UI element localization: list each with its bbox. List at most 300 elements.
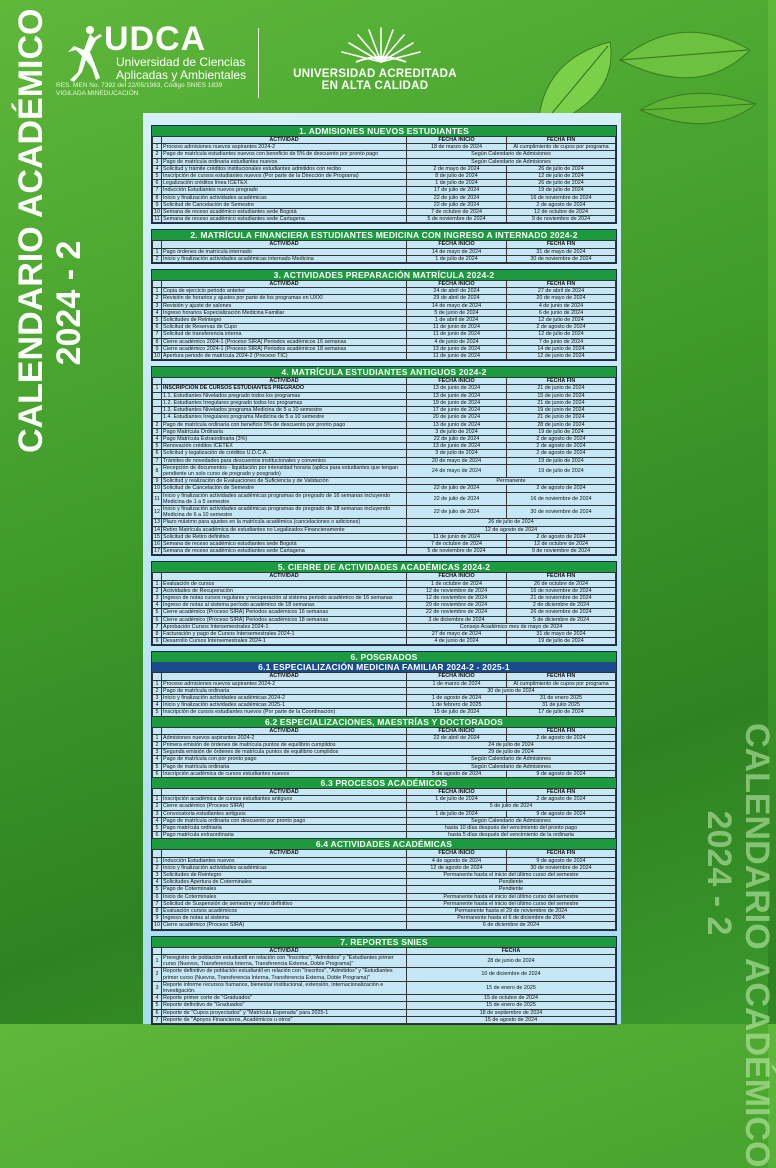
row-start-date: 11 de junio de 2024	[407, 533, 507, 540]
table-row	[153, 201, 616, 208]
row-number: 4	[153, 435, 162, 442]
row-activity: Solicitud de transferencia interna	[162, 331, 407, 338]
row-activity: Reporte informe recursos humanos, bienestar institucional, extensión, internacionalización e investigación.	[162, 981, 407, 994]
row-date: 6 de diciembre de 2024	[407, 922, 616, 929]
row-activity: Ingreso horarios Especialización Medicina Familiar	[162, 309, 407, 316]
row-number: 2	[153, 255, 162, 262]
row-number: 7	[153, 1016, 162, 1023]
row-activity: Inscripción académica de cursos estudiantes nuevos	[162, 770, 407, 777]
row-activity: Ingreso de notas al sistema período académico de 18 semanas	[162, 602, 407, 609]
table-row	[153, 810, 616, 817]
row-date: 12 de agosto de 2024	[407, 526, 616, 533]
row-number: 1	[153, 954, 162, 967]
row-start-date: 29 de abril de 2024	[407, 295, 507, 302]
row-end-date: 30 de noviembre de 2024	[507, 255, 616, 262]
row-start-date: 19 de junio de 2024	[407, 399, 507, 406]
table-row	[153, 893, 616, 900]
header-num	[153, 281, 162, 288]
row-start-date: 22 de julio de 2024	[407, 435, 507, 442]
header-start: FECHA INICIO	[407, 789, 507, 796]
row-number: 6	[153, 832, 162, 839]
row-activity: Retiro Matrícula académica de estudiantes no Legalizados Financieramente	[162, 526, 407, 533]
section-title: 5. CIERRE DE ACTIVIDADES ACADÉMICAS 2024-2	[152, 562, 616, 572]
table-row	[153, 353, 616, 360]
row-end-date: 19 de julio de 2024	[507, 428, 616, 435]
row-end-date: 19 de julio de 2024	[507, 464, 616, 477]
row-activity: Pago matrícula ordinaria	[162, 825, 407, 832]
table-row	[153, 302, 616, 309]
header-num	[153, 378, 162, 385]
row-activity: Segunda emisión de órdenes de matrícula puntos de equilibrio cumplidos	[162, 749, 407, 756]
row-end-date: 21 de junio de 2024	[507, 414, 616, 421]
row-number: 4	[153, 165, 162, 172]
row-start-date: 13 de junio de 2024	[407, 385, 507, 392]
row-date: Permanente	[407, 478, 616, 485]
table-header-row	[153, 281, 616, 288]
section-title: 6. POSGRADOS	[152, 652, 616, 662]
table-row	[153, 832, 616, 839]
row-end-date: 12 de junio de 2024	[507, 353, 616, 360]
table-row	[153, 392, 616, 399]
row-start-date: 4 de junio de 2024	[407, 638, 507, 645]
row-activity: Pago de matrícula ordinaria con beneficio 5% de descuento por pronto pago	[162, 421, 407, 428]
row-number: 4	[153, 602, 162, 609]
row-activity: Inicio de Coterminales	[162, 893, 407, 900]
row-number: 3	[153, 594, 162, 601]
row-number: 5	[153, 825, 162, 832]
row-date: Pendiente	[407, 879, 616, 886]
header-start: FECHA INICIO	[407, 281, 507, 288]
table-header-row	[153, 241, 616, 248]
header-num	[153, 241, 162, 248]
row-date: Según Calendario de Admisiones	[407, 151, 616, 158]
table-row	[153, 742, 616, 749]
table-row	[153, 385, 616, 392]
row-start-date: 7 de octubre de 2024	[407, 209, 507, 216]
row-date: 10 de diciembre de 2024	[407, 968, 616, 981]
row-activity: Solicitud y realización de Evaluaciones de Suficiencia y de Validación	[162, 478, 407, 485]
row-activity: Inicio y finalización actividades académicas 2025-1	[162, 702, 407, 709]
table-row	[153, 587, 616, 594]
row-date: 28 de junio de 2024	[407, 954, 616, 967]
table-row	[153, 623, 616, 630]
row-number: 6	[153, 450, 162, 457]
header-end: FECHA FIN	[507, 137, 616, 144]
row-start-date: 3 de julio de 2024	[407, 450, 507, 457]
header-end: FECHA FIN	[507, 850, 616, 857]
row-activity: Cierre académico 2024-1 (Proceso SIRA) Periodos académicos 16 semanas	[162, 338, 407, 345]
table-header-row	[153, 789, 616, 796]
table-row	[153, 638, 616, 645]
row-number: 5	[153, 886, 162, 893]
row-date: Según Calendario de Admisiones	[407, 756, 616, 763]
row-start-date: 5 de noviembre de 2024	[407, 216, 507, 223]
row-number: 13	[154, 519, 160, 526]
row-date: Permanente hasta el inicio del último curso del semestre	[407, 900, 616, 907]
table-row	[153, 180, 616, 187]
header-start: FECHA INICIO	[407, 137, 507, 144]
row-activity: Solicitud y legalización de créditos U.D.C.A.	[162, 450, 407, 457]
row-end-date: 16 de noviembre de 2024	[507, 194, 616, 201]
row-activity: Ingreso de notas al sistema	[162, 915, 407, 922]
row-activity: Inscripción de cursos estudiantes nuevos (Por parte de la Dirección de Programa)	[162, 173, 407, 180]
table-row	[153, 1002, 616, 1009]
row-number: 11	[153, 492, 162, 505]
row-start-date: 18 de marzo de 2024	[407, 144, 507, 151]
row-number: 10	[154, 353, 160, 360]
row-number: 4	[153, 879, 162, 886]
row-end-date: 31 de enero 2025	[507, 695, 616, 702]
row-end-date: 5 de diciembre de 2024	[507, 616, 616, 623]
row-activity: Inicio y finalización actividades académicas programas de pregrado de 18 semanas incluyendo Medicina de 6 a 10 semestre	[162, 505, 407, 518]
row-end-date: 19 de julio de 2024	[507, 457, 616, 464]
row-start-date: 1 de julio de 2024	[407, 255, 507, 262]
row-number: 1	[153, 288, 162, 295]
table-row	[153, 580, 616, 587]
table-row	[153, 872, 616, 879]
table-row	[153, 187, 616, 194]
table-header-row	[153, 378, 616, 385]
header-activity: ACTIVIDAD	[162, 850, 407, 857]
row-activity: Pago de matrícula con por pronto pago	[162, 756, 407, 763]
table-row	[153, 485, 616, 492]
row-number: 2	[153, 687, 162, 694]
row-start-date: 3 de julio de 2024	[407, 428, 507, 435]
row-end-date: 30 de noviembre de 2024	[507, 505, 616, 518]
row-number: 12	[153, 505, 162, 518]
row-number: 5	[153, 317, 162, 324]
row-activity: Solicitudes de Reintegro	[162, 317, 407, 324]
row-start-date: 11 de junio de 2024	[407, 324, 507, 331]
row-start-date: 11 de junio de 2024	[407, 353, 507, 360]
row-start-date: 1 de abril de 2024	[407, 317, 507, 324]
row-start-date: 1 de febrero de 2025	[407, 702, 507, 709]
row-number: 1	[153, 734, 162, 741]
row-end-date: 27 de abril de 2024	[507, 288, 616, 295]
row-number: 1	[153, 796, 162, 803]
row-end-date: 2 de agosto de 2024	[507, 450, 616, 457]
row-number: 9	[153, 915, 162, 922]
row-number: 9	[153, 638, 162, 645]
row-date: Consejo Académico mes de mayo de 2024	[407, 623, 616, 630]
row-activity: Semana de receso académico estudiantes sede Bogotá	[162, 540, 407, 547]
table-row	[153, 709, 616, 716]
row-end-date: 9 de agosto de 2024	[507, 810, 616, 817]
section-preparacion-matricula	[151, 269, 617, 361]
section-matricula-medicina	[151, 229, 617, 264]
row-activity: Pago de matrícula ordinaria	[162, 687, 407, 694]
row-start-date: 1 de julio de 2024	[407, 180, 507, 187]
row-activity: Reporte primer corte de "Graduados"	[162, 995, 407, 1002]
row-start-date: 1 de marzo de 2024	[407, 680, 507, 687]
row-start-date: 13 de junio de 2024	[407, 345, 507, 352]
row-activity: Cierre académico (Proceso SIRA) Periodos académicos 16 semanas	[162, 609, 407, 616]
row-activity: Semana de receso académico estudiantes sede Cartagena	[162, 548, 407, 555]
table-row	[153, 492, 616, 505]
row-number: 10	[154, 922, 160, 929]
row-activity: Inicio y finalización actividades académicas	[162, 864, 407, 871]
section-admisiones	[151, 125, 617, 224]
row-number: 6	[153, 180, 162, 187]
row-activity: Evaluación de cursos	[162, 580, 407, 587]
table-row	[153, 428, 616, 435]
row-start-date: 2 de mayo de 2024	[407, 165, 507, 172]
table-row	[153, 414, 616, 421]
table-row	[153, 879, 616, 886]
table-row	[153, 915, 616, 922]
header-start: FECHA INICIO	[407, 378, 507, 385]
row-activity: Inicio y finalización actividades académicas programas de pregrado de 16 semanas incluyendo Medicina de 1 a 5 semestre	[162, 492, 407, 505]
row-end-date: 9 de noviembre de 2024	[507, 216, 616, 223]
row-start-date: 20 de mayo de 2024	[407, 457, 507, 464]
row-start-date: 13 de junio de 2024	[407, 443, 507, 450]
table-row	[153, 331, 616, 338]
row-start-date: 12 de agosto de 2024	[407, 864, 507, 871]
table-row	[153, 309, 616, 316]
row-end-date: Al cumplimiento de cupos por programa	[507, 144, 616, 151]
row-number: 3	[153, 981, 162, 994]
row-date: Permanente hasta el 29 de noviembre de 2024	[407, 908, 616, 915]
row-end-date: 12 de julio de 2024	[507, 173, 616, 180]
row-activity: Solicitud de Reservas de Cupo	[162, 324, 407, 331]
row-end-date: 30 de noviembre de 2024	[507, 864, 616, 871]
table-row	[153, 1009, 616, 1016]
row-end-date: 2 de agosto de 2024	[507, 485, 616, 492]
row-start-date: 7 de octubre de 2024	[407, 540, 507, 547]
row-end-date: 21 de junio de 2024	[507, 399, 616, 406]
table-row	[153, 194, 616, 201]
row-activity: Pago de Coterminales	[162, 886, 407, 893]
table-row	[153, 540, 616, 547]
row-activity: Inicio y finalización actividades académicas internado Medicina	[162, 255, 407, 262]
row-end-date: 2 de agosto de 2024	[507, 324, 616, 331]
row-end-date: 26 de julio de 2024	[507, 165, 616, 172]
table-row	[153, 457, 616, 464]
row-start-date: 24 de mayo de 2024	[407, 464, 507, 477]
header-activity: ACTIVIDAD	[162, 281, 407, 288]
vertical-title-right: CALENDARIO ACADÉMICO 2024 - 2	[700, 723, 776, 1168]
row-activity: Inicio y finalización actividades académicas 2024-2	[162, 695, 407, 702]
row-date: hasta 5 días después del vencimiento de la ordinaria	[407, 832, 616, 839]
table-row	[153, 421, 616, 428]
row-start-date: 12 de noviembre de 2024	[407, 587, 507, 594]
table-row	[153, 248, 616, 255]
row-start-date: 15 de julio de 2024	[407, 709, 507, 716]
header-start: FECHA INICIO	[407, 727, 507, 734]
header-end: FECHA FIN	[507, 281, 616, 288]
calendar-panel	[143, 113, 621, 1024]
row-number: 7	[153, 623, 162, 630]
table-row	[153, 478, 616, 485]
row-number: 1	[153, 144, 162, 151]
header-num	[153, 850, 162, 857]
row-number: 5	[153, 709, 162, 716]
row-number: 3	[153, 695, 162, 702]
table-row	[153, 825, 616, 832]
row-activity: Cierre académico (Proceso SIRA) Periodos académicos 18 semanas	[162, 616, 407, 623]
row-activity: Recepción de documentos - liquidación por intensidad horaria (aplica para estudiantes que tengan pendiente un solo curso de pregrado y posgrado)	[162, 464, 407, 477]
table-row	[153, 526, 616, 533]
row-end-date: 2 de diciembre de 2024	[507, 602, 616, 609]
row-activity: Pago matrícula extraordinaria	[162, 832, 407, 839]
row-date: 18 de septiembre de 2024	[407, 1009, 616, 1016]
row-end-date: 12 de julio de 2024	[507, 331, 616, 338]
row-number: 4	[153, 995, 162, 1002]
header-num	[153, 727, 162, 734]
table-row	[153, 435, 616, 442]
row-number: 1	[153, 248, 162, 255]
row-activity: Evaluación cursos académicos	[162, 908, 407, 915]
row-start-date: 5 de junio de 2024	[407, 309, 507, 316]
table-row	[153, 702, 616, 709]
schedule-table	[152, 672, 616, 716]
row-date: hasta 10 días después del vencimiento del pronto pago	[407, 825, 616, 832]
header-divider	[258, 28, 259, 98]
row-activity: Pago de matrícula estudiantes nuevos con beneficio de 5% de descuento por pronto pago	[162, 151, 407, 158]
row-number: 6	[153, 324, 162, 331]
schedule-table	[152, 136, 616, 223]
logo-wordmark: UDCA	[104, 20, 207, 58]
row-activity: 1.1. Estudiantes Nivelados pregrado todos los programas	[162, 392, 407, 399]
row-start-date: 5 de agosto de 2024	[407, 770, 507, 777]
row-date: Según Calendario de Admisiones	[407, 158, 616, 165]
row-activity: Solicitud de Cancelación de Semestre	[162, 485, 407, 492]
table-row	[153, 734, 616, 741]
row-start-date: 24 de abril de 2024	[407, 288, 507, 295]
subsection-title: 6.3 PROCESOS ACADÉMICOS	[152, 778, 616, 788]
row-end-date: 17 de julio de 2024	[507, 709, 616, 716]
table-row	[153, 749, 616, 756]
row-end-date: 31 de mayo de 2024	[507, 248, 616, 255]
row-activity: Legalización créditos línea ICETEX	[162, 180, 407, 187]
resolution-text: RES. MEN No. 7392 del 22/05/1983, Código SNIES 1839 VIGILADA MINEDUCACIÓN	[56, 82, 223, 97]
row-date: 15 de enero de 2025	[407, 981, 616, 994]
table-row	[153, 317, 616, 324]
header-end: FECHA FIN	[507, 673, 616, 680]
header-num	[153, 789, 162, 796]
row-number	[153, 392, 162, 399]
row-end-date: 9 de agosto de 2024	[507, 857, 616, 864]
table-row	[153, 295, 616, 302]
section-posgrados	[151, 651, 617, 930]
row-start-date: 1 de julio de 2024	[407, 796, 507, 803]
table-row	[153, 796, 616, 803]
row-activity: Pago de matrícula ordinaria	[162, 763, 407, 770]
section-cierre-actividades	[151, 561, 617, 646]
row-activity: Inscripción académica de cursos estudiantes antiguos	[162, 796, 407, 803]
row-end-date: 26 de octubre de 2024	[507, 580, 616, 587]
header-activity: ACTIVIDAD	[162, 137, 407, 144]
row-number	[153, 414, 162, 421]
row-date: 29 de julio de 2024	[407, 749, 616, 756]
table-row	[153, 886, 616, 893]
table-row	[153, 399, 616, 406]
row-start-date: 4 de agosto de 2024	[407, 857, 507, 864]
table-row	[153, 687, 616, 694]
row-number: 8	[153, 464, 162, 477]
table-row	[153, 908, 616, 915]
table-row	[153, 144, 616, 151]
row-date: 26 de julio de 2024	[407, 519, 616, 526]
row-start-date: 27 de mayo de 2024	[407, 630, 507, 637]
table-row	[153, 995, 616, 1002]
schedule-table	[152, 849, 616, 929]
row-activity: Inscripción de cursos estudiantes nuevos (Por parte de la Coordinación)	[162, 709, 407, 716]
table-row	[153, 464, 616, 477]
row-activity: Inducción Estudiantes nuevos pregrado	[162, 187, 407, 194]
row-activity: Pago de matrícula ordinaria con descuento por pronto pago	[162, 817, 407, 824]
row-number: 1	[153, 680, 162, 687]
row-end-date: 12 de octubre de 2024	[507, 209, 616, 216]
section-matricula-antiguos	[151, 366, 617, 556]
row-number: 3	[153, 810, 162, 817]
table-row	[153, 288, 616, 295]
table-row	[153, 158, 616, 165]
row-number: 5	[153, 443, 162, 450]
row-number: 3	[153, 428, 162, 435]
university-name: Universidad de Ciencias Aplicadas y Ambientales	[116, 55, 247, 82]
table-row	[153, 922, 616, 929]
row-number: 8	[153, 194, 162, 201]
table-row	[153, 443, 616, 450]
row-number: 14	[154, 526, 160, 533]
row-number: 7	[153, 187, 162, 194]
row-end-date: 12 de julio de 2024	[507, 317, 616, 324]
row-activity: Inicio y finalización actividades académicas	[162, 194, 407, 201]
table-header-row	[153, 137, 616, 144]
row-activity: 1.2. Estudiantes Irregulares pregrado todos los programas	[162, 399, 407, 406]
row-start-date: 14 de mayo de 2024	[407, 248, 507, 255]
schedule-table	[152, 377, 616, 555]
row-number	[153, 399, 162, 406]
row-start-date: 3 de diciembre de 2024	[407, 616, 507, 623]
row-end-date: 2 de agosto de 2024	[507, 796, 616, 803]
row-end-date: 6 de junio de 2024	[507, 309, 616, 316]
header-activity: ACTIVIDAD	[162, 947, 407, 954]
table-row	[153, 255, 616, 262]
row-activity: Copia de ejercicio periodo anterior	[162, 288, 407, 295]
sun-rays-icon	[336, 24, 426, 64]
section-title: 7. REPORTES SNIES	[152, 937, 616, 947]
row-start-date: 1 de agosto de 2024	[407, 695, 507, 702]
row-number: 10	[154, 485, 160, 492]
row-date: Según Calendario de Admisiones	[407, 817, 616, 824]
row-date: Permanente hasta el inicio del último curso del semestre	[407, 872, 616, 879]
table-row	[153, 857, 616, 864]
table-row	[153, 817, 616, 824]
row-date: Permanente hasta el 6 de diciembre de 2024	[407, 915, 616, 922]
row-number: 4	[153, 309, 162, 316]
row-activity: Reporte de "Apoyos Financieros, Académicos u otros"	[162, 1016, 407, 1023]
table-header-row	[153, 850, 616, 857]
row-start-date: 22 de julio de 2024	[407, 201, 507, 208]
row-activity: Trámites de novedades para descuentos institucionales y convenios	[162, 457, 407, 464]
section-reportes-snies	[151, 936, 617, 1025]
row-end-date: 26 de julio de 2024	[507, 180, 616, 187]
row-number: 2	[153, 151, 162, 158]
row-end-date: 14 de junio de 2024	[507, 345, 616, 352]
table-row	[153, 695, 616, 702]
table-header-row	[153, 947, 616, 954]
header-start: FECHA INICIO	[407, 573, 507, 580]
row-start-date: 17 de julio de 2024	[407, 187, 507, 194]
table-row	[153, 548, 616, 555]
table-row	[153, 616, 616, 623]
row-start-date: 29 de noviembre de 2024	[407, 602, 507, 609]
row-end-date: 12 de octubre de 2024	[507, 540, 616, 547]
row-activity: Reporte definitivo de "Graduados"	[162, 1002, 407, 1009]
header-activity: ACTIVIDAD	[162, 727, 407, 734]
